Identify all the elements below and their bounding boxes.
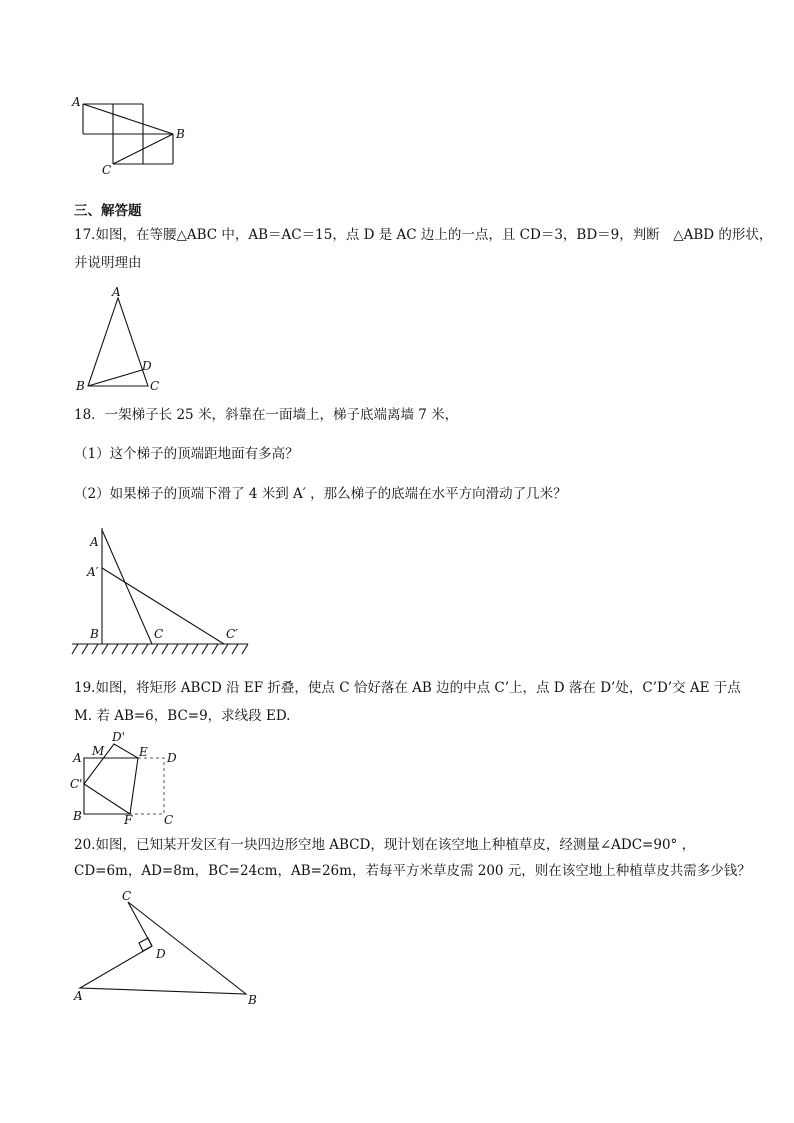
grid-lines: [83, 104, 173, 164]
q19-text-line2: M. 若 AB=6，BC=9，求线段 ED.: [74, 708, 291, 724]
q17-text-line1: 17.如图，在等腰△ABC 中，AB＝AC＝15，点 D 是 AC 边上的一点，且 CD＝3，BD＝9，判断 △ABD 的形状，: [74, 227, 773, 243]
q19-text-line1: 19.如图，将矩形 ABCD 沿 EF 折叠，使点 C 恰好落在 AB 边的中点 C’上，点 D 落在 D’处，C’D’交 AE 于点: [74, 680, 741, 696]
label-D: D: [156, 947, 166, 961]
label-C-prime: C': [70, 777, 83, 791]
rectangle-left-part: [84, 758, 138, 814]
label-B: B: [76, 379, 85, 393]
label-B: B: [248, 993, 257, 1007]
right-angle-marker: [139, 938, 152, 951]
q18-text-line1: 18．一架梯子长 25 米，斜靠在一面墙上，梯子底端离墙 7 米，: [74, 407, 459, 423]
figure-16-grid: [70, 92, 220, 182]
label-M: M: [92, 744, 105, 758]
label-D: D: [167, 751, 177, 765]
q20-text-line2: CD=6m，AD=8m，BC=24cm，AB=26m，若每平方米草皮需 200 元，则在该空地上种植草皮共需多少钱？: [74, 863, 751, 879]
label-A: A: [74, 989, 83, 1003]
label-A: A: [72, 95, 81, 109]
label-A: A: [112, 285, 121, 299]
dashed-ECD-portion: [130, 758, 164, 814]
label-B: B: [73, 809, 82, 823]
label-A-prime: A′: [87, 565, 99, 579]
label-C: C: [150, 379, 160, 393]
label-C: C: [102, 163, 112, 177]
q18-sub1: （1）这个梯子的顶端距地面有多高？: [74, 446, 299, 462]
q20-text-line1: 20.如图，已知某开发区有一块四边形空地 ABCD，现计划在该空地上种植草皮，经测量∠ADC=90° ，: [74, 837, 696, 853]
ground-hatching: [72, 644, 248, 654]
label-D: D: [142, 359, 152, 373]
segment-BD: [88, 370, 142, 386]
label-C: C: [154, 627, 164, 641]
label-C: C: [122, 889, 132, 903]
triangle-ABC: [88, 298, 148, 386]
segment-AB: [83, 104, 173, 134]
q17-text-line2: 并说明理由: [74, 255, 142, 271]
label-B: B: [176, 127, 185, 141]
label-C: C: [164, 813, 174, 827]
ladder-AC: [102, 530, 152, 644]
label-B: B: [90, 627, 99, 641]
label-D-prime: D': [112, 730, 125, 744]
label-E: E: [139, 745, 148, 759]
label-A: A: [90, 535, 99, 549]
label-F: F: [124, 813, 133, 827]
label-A: A: [73, 751, 82, 765]
figure-19-fold: [70, 730, 190, 827]
q18-sub2: （2）如果梯子的顶端下滑了 4 米到 A′ ，那么梯子的底端在水平方向滑动了几米？: [74, 486, 567, 502]
figure-18-ladder: [72, 526, 252, 658]
section-title: 三、解答题: [74, 203, 142, 219]
figure-17-triangle: [74, 284, 174, 394]
figure-20-quadrilateral: [70, 888, 270, 1008]
label-C-prime: C′: [226, 627, 238, 641]
